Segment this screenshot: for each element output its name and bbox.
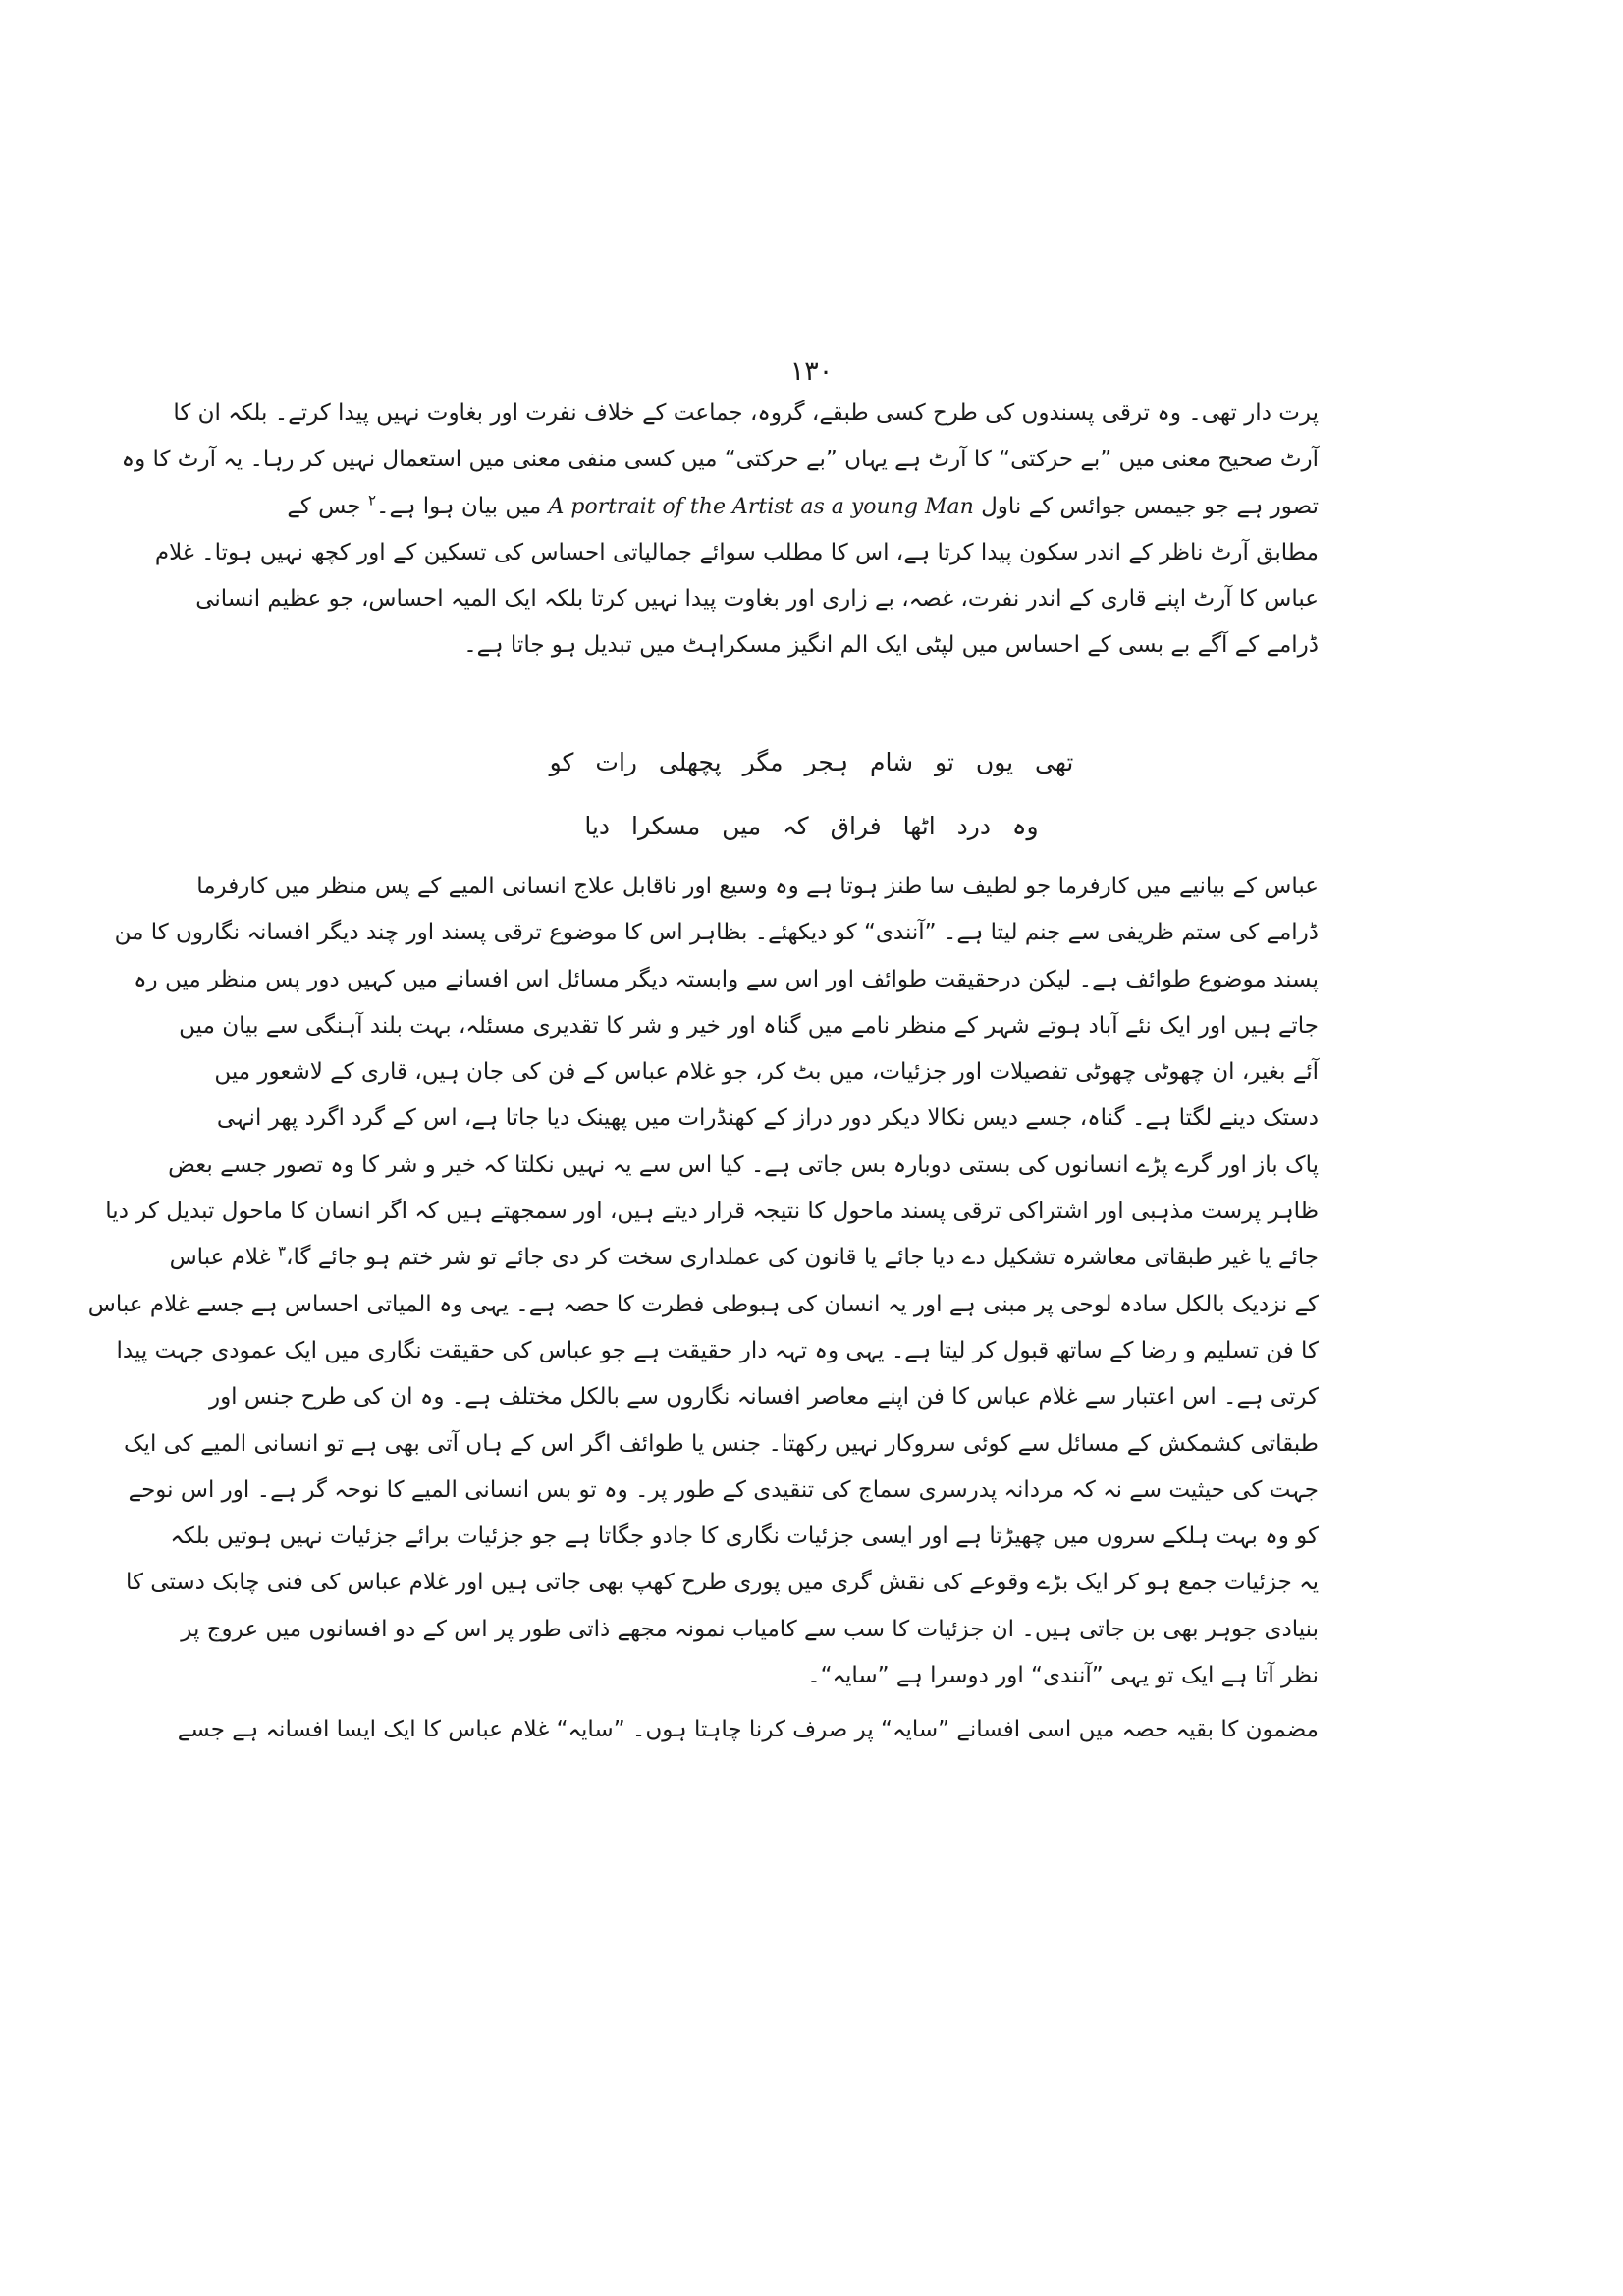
text-line: آئے بغیر، ان چھوٹی چھوٹی تفصیلات اور جزئیات، میں بٹ کر، جو غلام عباس کے فن کی جان ہیں، قاری کے لاشعور میں <box>214 1059 1319 1086</box>
text-line: کرتی ہے۔ اس اعتبار سے غلام عباس کا فن اپنے معاصر افسانہ نگاروں سے بالکل مختلف ہے۔ وہ ان کی طرح جنس اور <box>208 1384 1319 1411</box>
text-segment: تصور ہے جو جیمس جوائس کے ناول <box>981 493 1319 519</box>
text-line: دستک دینے لگتا ہے۔ گناہ، جسے دیس نکالا دیکر دور دراز کے کھنڈرات میں پھینک دیا جاتا ہے، اس کے گرد اگرد پھر انہی <box>216 1105 1319 1132</box>
footnote-marker: ۳ <box>277 1242 287 1260</box>
verse-line-2: وہ درد اٹھا فراق کہ میں مسکرا دیا <box>584 812 1039 840</box>
text-line: عباس کا آرٹ اپنے قاری کے اندر نفرت، غصہ، بے زاری اور بغاوت پیدا نہیں کرتا بلکہ ایک المیہ احساس، جو عظیم انسانی <box>195 586 1319 613</box>
text-line: ڈرامے کے آگے بے بسی کے احساس میں لپٹی ایک الم انگیز مسکراہٹ میں تبدیل ہو جاتا ہے۔ <box>463 632 1319 659</box>
text-line: نظر آتا ہے ایک تو یہی ”آنندی“ اور دوسرا ہے ”سایہ“۔ <box>807 1663 1319 1689</box>
verse-line-1: تھی یوں تو شام ہجر مگر پچھلی رات کو <box>549 748 1074 776</box>
page-number: ۱۳۰ <box>789 356 834 387</box>
text-line: بنیادی جوہر بھی بن جاتی ہیں۔ ان جزئیات کا سب سے کامیاب نمونہ مجھے ذاتی طور پر اس کے دو افسانوں میں عروج پر <box>181 1616 1319 1642</box>
text-line: ڈرامے کی ستم ظریفی سے جنم لیتا ہے۔ ”آنندی“ کو دیکھئے۔ بظاہر اس کا موضوع ترقی پسند اور چند دیگر افسانہ نگاروں کا من <box>114 920 1319 946</box>
novel-title: A portrait of the Artist as a young Man <box>548 494 974 519</box>
text-line: جاتے ہیں اور ایک نئے آباد ہوتے شہر کے منظر نامے میں گناہ اور خیر و شر کا تقدیری مسئلہ، بہت بلند آہنگی سے بیان میں <box>179 1012 1319 1039</box>
text-line: کا فن تسلیم و رضا کے ساتھ قبول کر لیتا ہے۔ یہی وہ تہہ دار حقیقت ہے جو عباس کی حقیقت نگاری میں ایک عمودی جہت پیدا <box>116 1337 1319 1363</box>
text-line <box>287 484 1319 530</box>
text-line: عباس کے بیانیے میں کارفرما جو لطیف سا طنز ہوتا ہے وہ وسیع اور ناقابل علاج انسانی المیے کے پس منظر میں کارفرما <box>196 874 1319 899</box>
text-line <box>169 1235 1319 1281</box>
text-line: کو وہ بہت ہلکے سروں میں چھیڑتا ہے اور ایسی جزئیات نگاری کا جادو جگاتا ہے جو جزئیات برائے جزئیات نہیں ہوتیں بلکہ <box>170 1523 1319 1550</box>
text-segment: جائے یا غیر طبقاتی معاشرہ تشکیل دے دیا جائے یا قانون کی عملداری سخت کر دی جائے تو شر ختم ہو جائے گا، <box>286 1245 1319 1271</box>
footnote-marker: ۲ <box>367 490 377 508</box>
text-line: پاک باز اور گرے پڑے انسانوں کی بستی دوبارہ بس جاتی ہے۔ کیا اس سے یہ نہیں نکلتا کہ خیر و شر کا وہ تصور جسے بعض <box>168 1151 1319 1178</box>
text-line: پرت دار تھی۔ وہ ترقی پسندوں کی طرح کسی طبقے، گروہ، جماعت کے خلاف نفرت اور بغاوت نہیں پیدا کرتے۔ بلکہ ان کا <box>173 400 1319 426</box>
text-line: طبقاتی کشمکش کے مسائل سے کوئی سروکار نہیں رکھتا۔ جنس یا طوائف اگر اس کے ہاں آتی بھی ہے تو انسانی المیے کی ایک <box>123 1430 1319 1457</box>
text-line: ظاہر پرست مذہبی اور اشتراکی ترقی پسند ماحول کا نتیجہ قرار دیتے ہیں، اور سمجھتے ہیں کہ اگر انسان کا ماحول تبدیل کر دیا <box>105 1199 1319 1225</box>
text-line: مضمون کا بقیہ حصہ میں اسی افسانے ”سایہ“ پر صرف کرنا چاہتا ہوں۔ ”سایہ“ غلام عباس کا ایک ایسا افسانہ ہے جسے <box>177 1717 1319 1742</box>
text-segment: غلام عباس <box>169 1245 271 1271</box>
text-line: یہ جزئیات جمع ہو کر ایک بڑے وقوعے کی نقش گری میں پوری طرح کھپ بھی جاتی ہیں اور غلام عباس کی فنی چابک دستی کا <box>126 1570 1319 1596</box>
text-segment: جس کے <box>287 493 361 519</box>
text-line: پسند موضوع طوائف ہے۔ لیکن درحقیقت طوائف اور اس سے وابستہ دیگر مسائل اس افسانے میں کہیں دور پس منظر میں رہ <box>134 966 1319 992</box>
text-line: جہت کی حیثیت سے نہ کہ مردانہ پدرسری سماج کی تنقیدی کے طور پر۔ وہ تو بس انسانی المیے کا نوحہ گر ہے۔ اور اس نوحے <box>128 1476 1319 1503</box>
paragraph-2 <box>87 864 1319 1699</box>
text-line: مطابق آرٹ ناظر کے اندر سکون پیدا کرتا ہے، اس کا مطلب سوائے جمالیاتی احساس کی تسکین کے اور کچھ نہیں ہوتا۔ غلام <box>154 539 1319 565</box>
text-line: کے نزدیک بالکل سادہ لوحی پر مبنی ہے اور یہ انسان کی ہبوطی فطرت کا حصہ ہے۔ یہی وہ المیاتی احساس ہے جسے غلام عباس <box>87 1291 1319 1317</box>
paragraph-3 <box>177 1707 1319 1753</box>
paragraph-1 <box>121 391 1319 669</box>
text-line: آرٹ صحیح معنی میں ”بے حرکتی“ کا آرٹ ہے یہاں ”بے حرکتی“ میں کسی منفی معنی میں استعمال نہیں کر رہا۔ یہ آرٹ کا وہ <box>121 447 1319 473</box>
text-segment: میں بیان ہوا ہے۔ <box>376 493 542 519</box>
